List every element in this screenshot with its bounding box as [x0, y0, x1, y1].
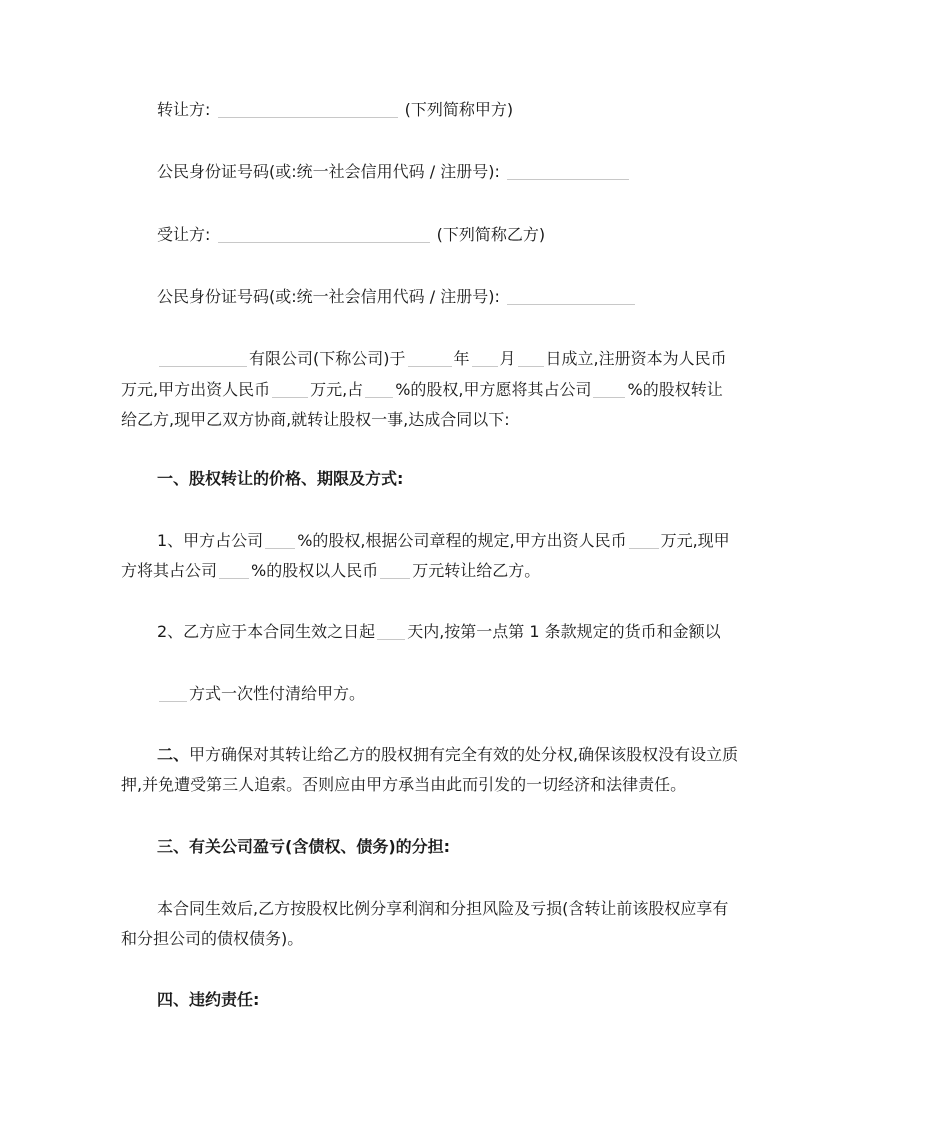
- section-1-heading: 一、股权转让的价格、期限及方式:: [157, 469, 404, 488]
- clause-text: %的股权,根据公司章程的规定,甲方出资人民币: [297, 531, 627, 550]
- transferee-id-blank: [507, 303, 635, 305]
- transfer-share-blank: [219, 577, 249, 579]
- transferor-id-label: 公民身份证号码(或:统一社会信用代码 / 注册号):: [157, 162, 500, 181]
- intro-line-2: [121, 374, 841, 405]
- section-2-line-2: 押,并免遭受第三人追索。否则应由甲方承当由此而引发的一切经济和法律责任。: [121, 775, 687, 794]
- transferee-suffix: (下列简称乙方): [436, 225, 546, 244]
- contribution-blank: [629, 547, 659, 549]
- transferor-blank: [218, 116, 398, 118]
- day-blank: [518, 365, 544, 367]
- capital-blank: [272, 396, 308, 398]
- section-2-line-1: [121, 739, 877, 770]
- transferee-line: [121, 219, 877, 250]
- intro-line-1: [121, 343, 877, 374]
- intro-text: 万元,甲方出资人民币: [121, 380, 271, 399]
- intro-line-3: 给乙方,现甲乙双方协商,就转让股权一事,达成合同以下:: [121, 410, 510, 429]
- intro-text: %的股权转让: [627, 380, 723, 399]
- clause-text: 万元,现甲: [660, 531, 730, 550]
- month-blank: [472, 365, 498, 367]
- clause-text: 天内,按第一点第 1 条款规定的货币和金额以: [407, 622, 721, 641]
- clause-2-line-2: [121, 678, 877, 709]
- clause-1-line-1: [121, 525, 877, 556]
- percent-blank: [365, 396, 393, 398]
- days-blank: [377, 638, 405, 640]
- section-2-number: 二、: [157, 745, 190, 764]
- clause-text: 万元转让给乙方。: [412, 561, 541, 580]
- section-3-heading: 三、有关公司盈亏(含债权、债务)的分担:: [157, 837, 451, 856]
- section-3-line-2: 和分担公司的债权债务)。: [121, 929, 304, 948]
- transferee-blank: [218, 241, 430, 243]
- clause-text: 方式一次性付清给甲方。: [189, 684, 366, 703]
- clause-text: %的股权以人民币: [251, 561, 379, 580]
- clause-text: 方将其占公司: [121, 561, 218, 580]
- clause-1-line-2: [121, 555, 841, 586]
- section-4-heading: 四、违约责任:: [157, 990, 260, 1009]
- company-name-blank: [159, 365, 247, 367]
- month-label: 月: [499, 349, 516, 368]
- clause-text: 2、乙方应于本合同生效之日起: [157, 622, 376, 641]
- clause-text: 1、甲方占公司: [157, 531, 264, 550]
- intro-text: 日成立,注册资本为人民币: [545, 349, 727, 368]
- section-2-text: 甲方确保对其转让给乙方的股权拥有完全有效的处分权,确保该股权没有设立质: [189, 745, 739, 764]
- price-blank: [380, 577, 410, 579]
- payment-method-blank: [159, 700, 187, 702]
- transferor-label: 转让方:: [157, 100, 211, 119]
- year-blank: [408, 365, 452, 367]
- transferor-line: [121, 94, 877, 125]
- transferee-id-line: [121, 281, 877, 312]
- transfer-percent-blank: [593, 396, 625, 398]
- transferor-id-blank: [507, 178, 629, 180]
- intro-text: 万元,占: [310, 380, 364, 399]
- clause-2-line-1: [121, 616, 877, 647]
- transferor-id-line: [121, 156, 877, 187]
- transferor-suffix: (下列简称甲方): [404, 100, 514, 119]
- intro-text: %的股权,甲方愿将其占公司: [395, 380, 592, 399]
- section-3-line-1: 本合同生效后,乙方按股权比例分享利润和分担风险及亏损(含转让前该股权应享有: [157, 899, 729, 918]
- transferee-label: 受让方:: [157, 225, 211, 244]
- year-label: 年: [453, 349, 470, 368]
- transferee-id-label: 公民身份证号码(或:统一社会信用代码 / 注册号):: [157, 287, 500, 306]
- intro-text: 有限公司(下称公司)于: [249, 349, 406, 368]
- share-percent-blank: [265, 547, 295, 549]
